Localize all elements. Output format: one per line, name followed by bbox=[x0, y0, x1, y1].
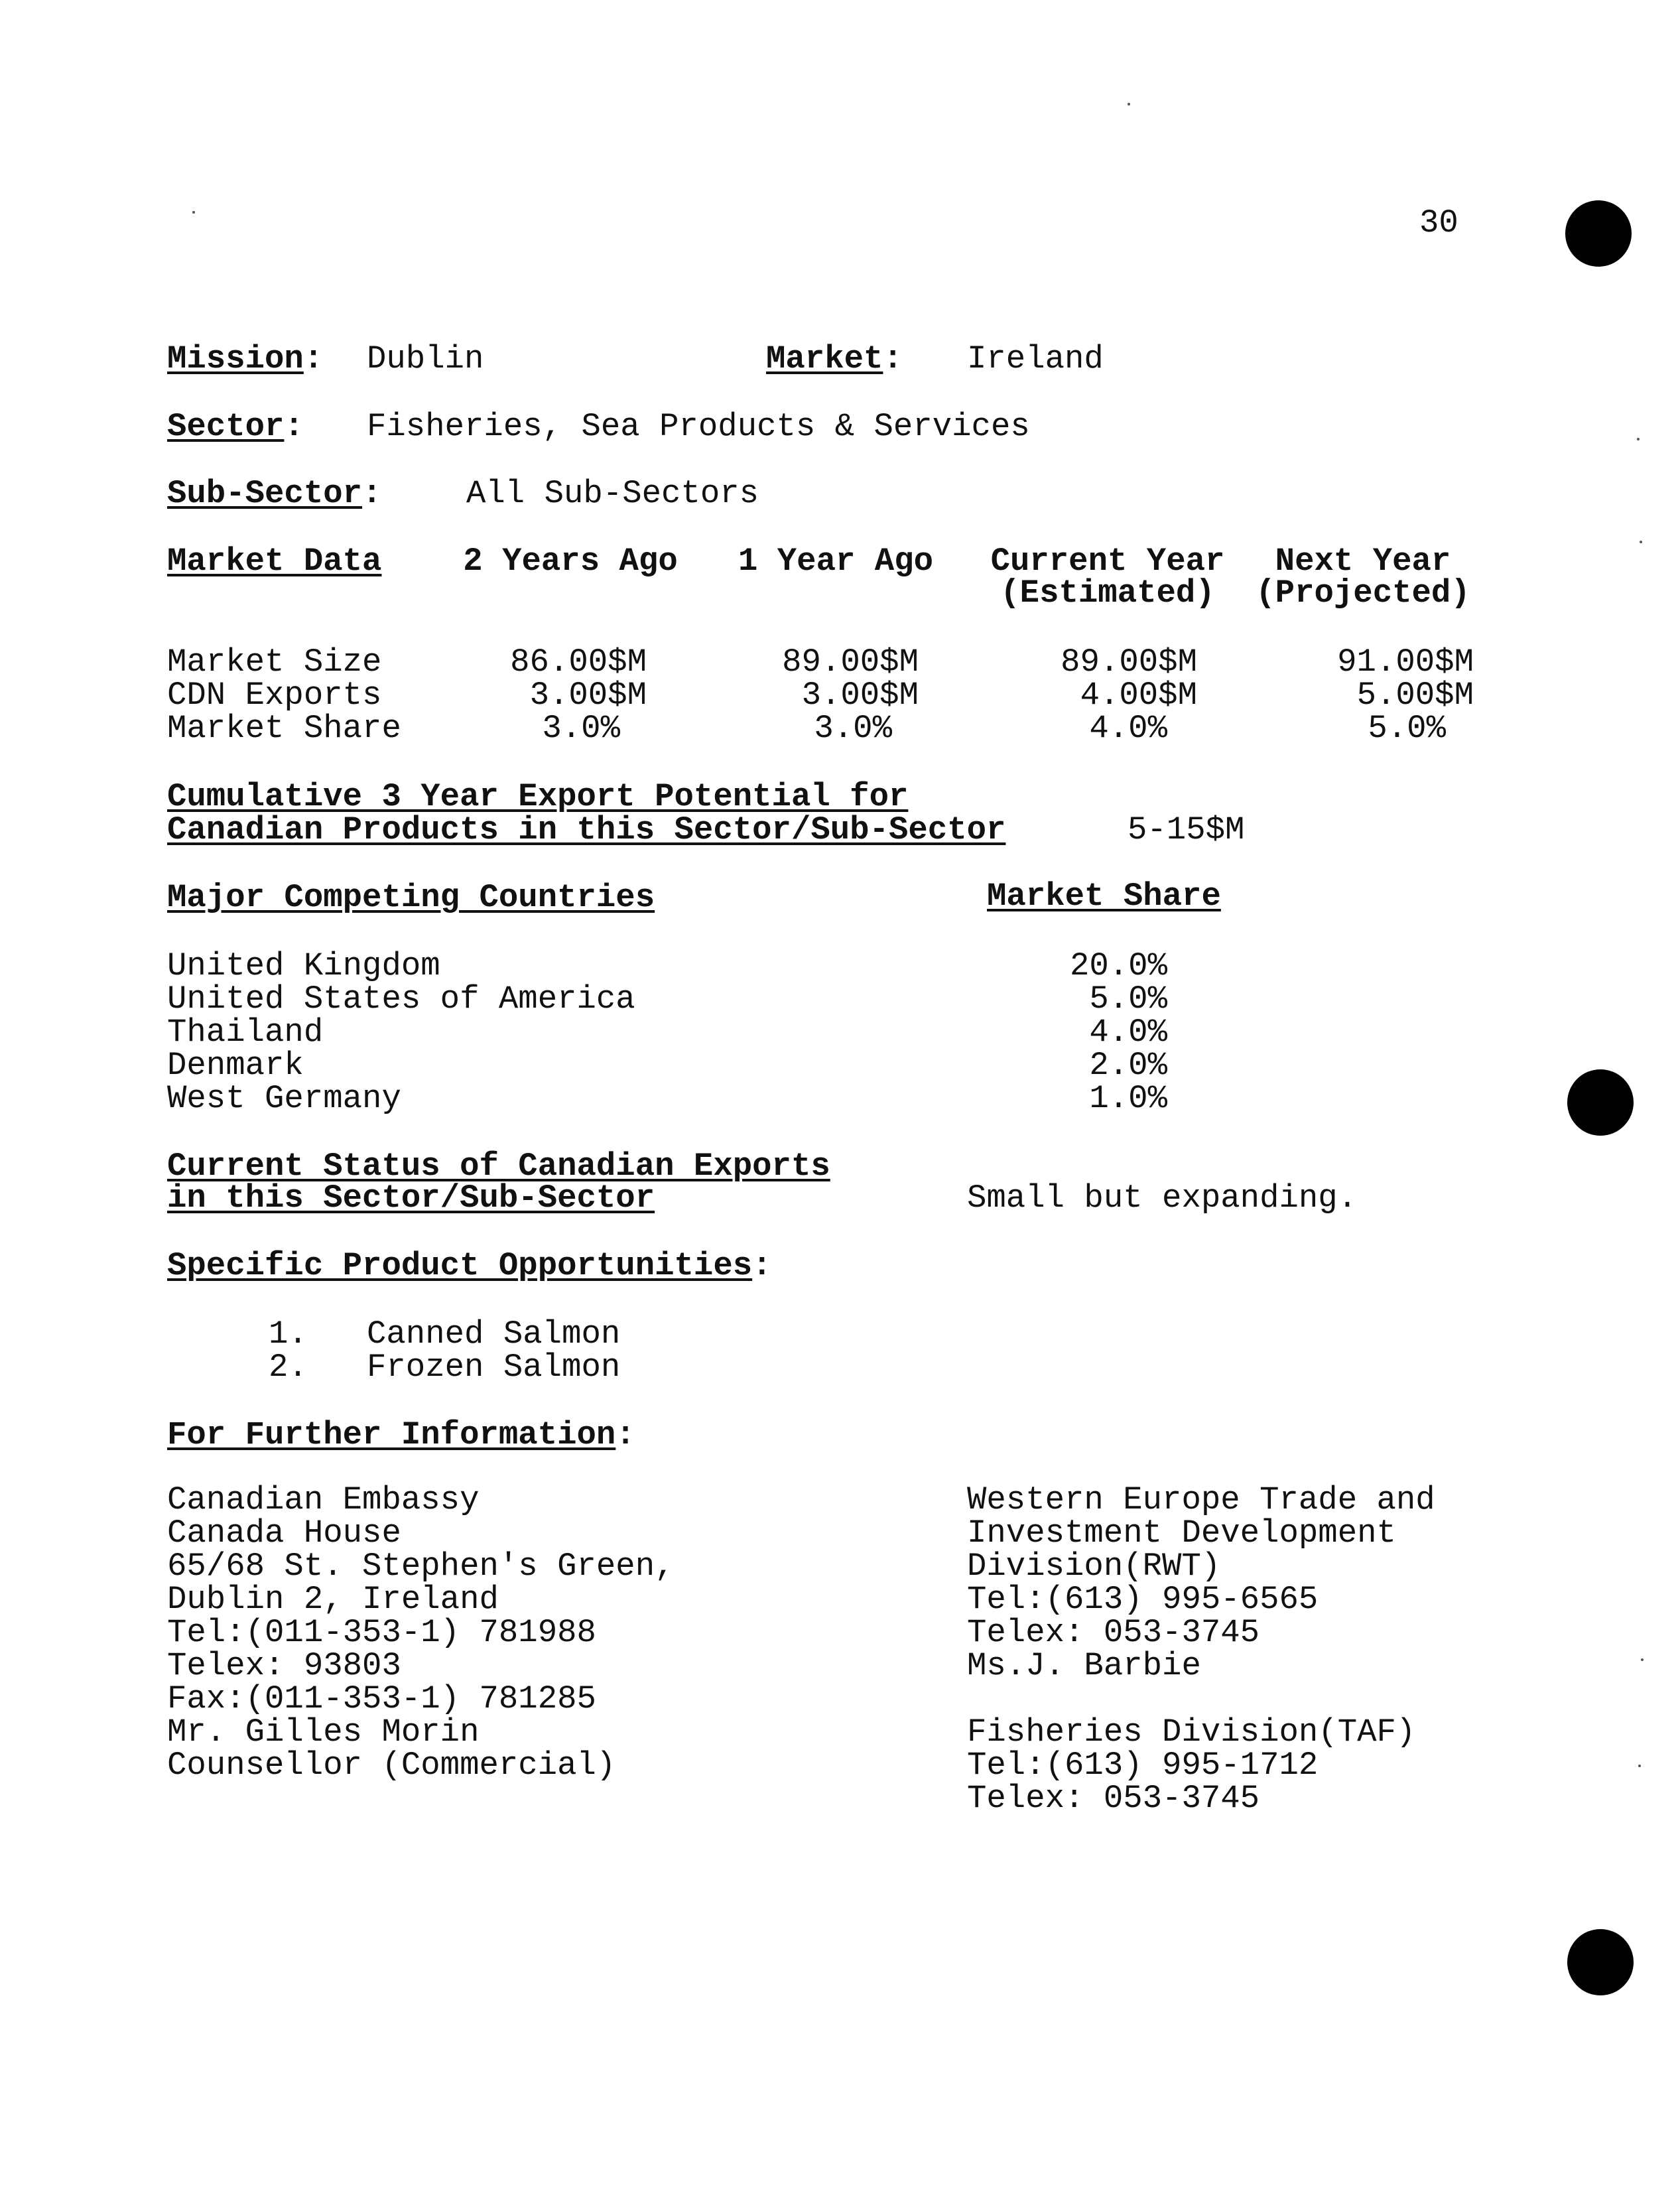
mission-label: Mission bbox=[167, 340, 304, 377]
market-line bbox=[766, 342, 903, 376]
contact-line: Telex: 93803 bbox=[167, 1647, 401, 1684]
contact-line: Tel:(613) 995-1712 bbox=[967, 1747, 1319, 1784]
table-cell: 3.0% bbox=[814, 710, 892, 747]
list-item-share: 1.0% bbox=[1089, 1080, 1167, 1117]
current-status-heading-line2: in this Sector/Sub-Sector bbox=[167, 1179, 655, 1217]
sector-colon: : bbox=[284, 408, 304, 445]
contact-line: Tel:(011-353-1) 781988 bbox=[167, 1614, 596, 1651]
opportunity-item: Canned Salmon bbox=[367, 1315, 621, 1353]
punch-hole-middle bbox=[1567, 1069, 1634, 1136]
table-cell: 3.00$M bbox=[529, 677, 647, 714]
sector-line bbox=[167, 409, 304, 444]
table-cell: 4.0% bbox=[1089, 710, 1167, 747]
list-item-share: 20.0% bbox=[1069, 947, 1167, 984]
contact-line: Tel:(613) 995-6565 bbox=[967, 1581, 1319, 1618]
opportunities-heading: Specific Product Opportunities bbox=[167, 1247, 753, 1284]
further-info-heading: For Further Information bbox=[167, 1416, 616, 1453]
opportunity-number: 1. bbox=[269, 1315, 308, 1353]
table-cell: 89.00$M bbox=[782, 643, 919, 681]
table-cell: 4.00$M bbox=[1080, 677, 1197, 714]
contact-line: Dublin 2, Ireland bbox=[167, 1581, 499, 1618]
sector-label: Sector bbox=[167, 408, 285, 445]
list-item: United Kingdom bbox=[167, 947, 440, 984]
contact-line: 65/68 St. Stephen's Green, bbox=[167, 1548, 675, 1585]
contact-line: Telex: 053-3745 bbox=[967, 1614, 1260, 1651]
scan-speck bbox=[1637, 438, 1640, 440]
subsector-colon: : bbox=[362, 475, 382, 512]
export-potential-heading-line2: Canadian Products in this Sector/Sub-Sector bbox=[167, 811, 1006, 848]
opportunity-number: 2. bbox=[269, 1349, 308, 1386]
contact-line: Canadian Embassy bbox=[167, 1481, 480, 1518]
contact-line: Western Europe Trade and bbox=[967, 1481, 1435, 1518]
contact-line: Fax:(011-353-1) 781285 bbox=[167, 1680, 596, 1717]
contact-line: Ms.J. Barbie bbox=[967, 1647, 1201, 1684]
scan-speck bbox=[192, 211, 195, 214]
list-item-share: 2.0% bbox=[1089, 1047, 1167, 1084]
list-item-share: 5.0% bbox=[1089, 980, 1167, 1018]
row-label-market-size: Market Size bbox=[167, 643, 382, 681]
column-header-current-year: Current Year bbox=[990, 543, 1225, 580]
opportunities-heading-line bbox=[167, 1248, 772, 1283]
further-info-colon: : bbox=[615, 1416, 635, 1453]
column-header-1-year-ago: 1 Year Ago bbox=[738, 543, 934, 580]
scan-speck bbox=[1641, 1658, 1644, 1661]
page-number: 30 bbox=[1419, 204, 1458, 241]
contact-line: Telex: 053-3745 bbox=[967, 1780, 1260, 1817]
market-share-heading: Market Share bbox=[987, 878, 1221, 915]
column-header-current-year-sub: (Estimated) bbox=[1000, 574, 1215, 612]
sector-value: Fisheries, Sea Products & Services bbox=[367, 408, 1030, 445]
punch-hole-top bbox=[1565, 200, 1632, 267]
scan-speck bbox=[1640, 541, 1642, 543]
market-data-title: Market Data bbox=[167, 543, 382, 580]
contact-line: Fisheries Division(TAF) bbox=[967, 1713, 1416, 1751]
table-cell: 5.00$M bbox=[1356, 677, 1474, 714]
table-cell: 89.00$M bbox=[1061, 643, 1197, 681]
list-item: West Germany bbox=[167, 1080, 401, 1117]
competitors-heading: Major Competing Countries bbox=[167, 879, 655, 916]
current-status-heading-line1: Current Status of Canadian Exports bbox=[167, 1148, 830, 1185]
contact-line: Canada House bbox=[167, 1514, 401, 1552]
table-cell: 86.00$M bbox=[510, 643, 647, 681]
scan-speck bbox=[1128, 103, 1130, 105]
market-colon: : bbox=[883, 340, 903, 377]
mission-line bbox=[167, 342, 323, 376]
market-label: Market bbox=[766, 340, 883, 377]
contact-line: Investment Development bbox=[967, 1514, 1396, 1552]
mission-colon: : bbox=[303, 340, 324, 377]
contact-line: Mr. Gilles Morin bbox=[167, 1713, 480, 1751]
row-label-cdn-exports: CDN Exports bbox=[167, 677, 382, 714]
contact-line: Division(RWT) bbox=[967, 1548, 1221, 1585]
export-potential-heading-line1: Cumulative 3 Year Export Potential for bbox=[167, 778, 909, 815]
subsector-line bbox=[167, 476, 381, 511]
column-header-2-years-ago: 2 Years Ago bbox=[463, 543, 678, 580]
list-item: Denmark bbox=[167, 1047, 304, 1084]
row-label-market-share: Market Share bbox=[167, 710, 401, 747]
contact-line: Counsellor (Commercial) bbox=[167, 1747, 616, 1784]
export-potential-value: 5-15$M bbox=[1128, 811, 1245, 848]
list-item: Thailand bbox=[167, 1014, 324, 1051]
opportunity-item: Frozen Salmon bbox=[367, 1349, 621, 1386]
further-info-heading-line bbox=[167, 1418, 635, 1452]
current-status-value: Small but expanding. bbox=[967, 1179, 1358, 1217]
table-cell: 3.00$M bbox=[801, 677, 919, 714]
mission-value: Dublin bbox=[367, 340, 484, 377]
subsector-value: All Sub-Sectors bbox=[466, 475, 759, 512]
subsector-label: Sub-Sector bbox=[167, 475, 363, 512]
list-item: United States of America bbox=[167, 980, 635, 1018]
punch-hole-bottom bbox=[1567, 1929, 1634, 1995]
table-cell: 5.0% bbox=[1368, 710, 1446, 747]
column-header-next-year: Next Year bbox=[1275, 543, 1451, 580]
table-cell: 91.00$M bbox=[1337, 643, 1474, 681]
market-value: Ireland bbox=[967, 340, 1104, 377]
opportunities-colon: : bbox=[752, 1247, 772, 1284]
table-cell: 3.0% bbox=[542, 710, 620, 747]
list-item-share: 4.0% bbox=[1089, 1014, 1167, 1051]
column-header-next-year-sub: (Projected) bbox=[1256, 574, 1470, 612]
scan-speck bbox=[1638, 1765, 1641, 1767]
